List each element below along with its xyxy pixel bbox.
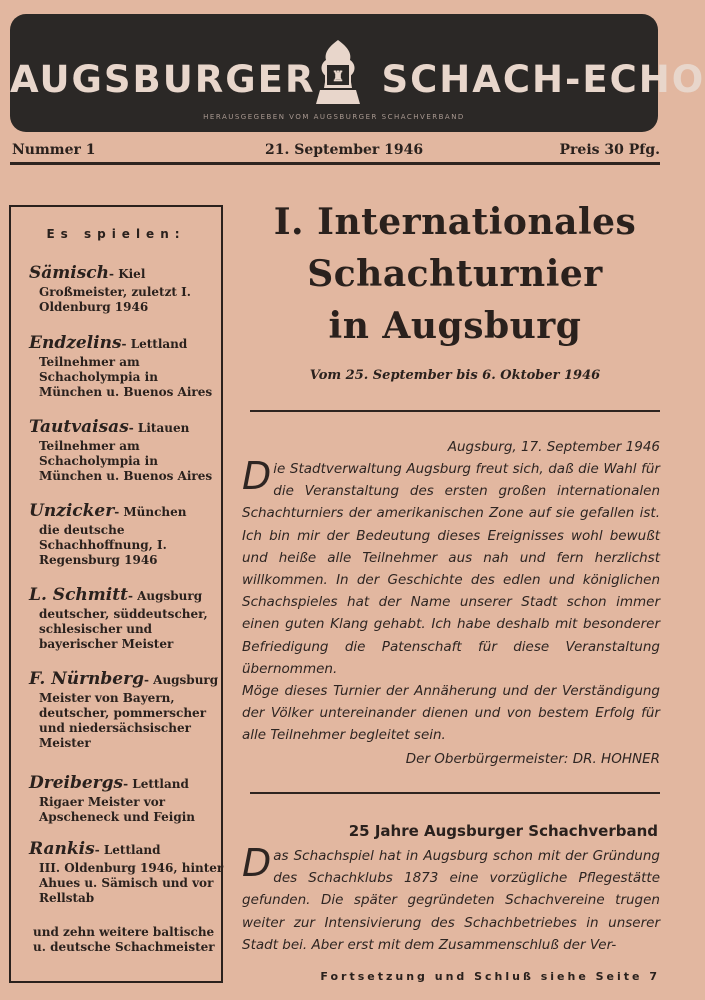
player-list-box: [9, 205, 223, 983]
continuation-note: Fortsetzung und Schluß siehe Seite 7: [320, 970, 660, 983]
player-name: Endzelins: [29, 333, 122, 353]
player-entry: [29, 839, 225, 906]
headline-line: I. Internationales: [273, 201, 637, 243]
section-divider: [250, 792, 660, 794]
augsburg-pine-cone-crest-icon: [310, 36, 366, 108]
history-body: as Schachspiel hat in Augsburg schon mit der Gründung des Schachklubs 1873 eine vorzügliche Pflegestätte gefunden. Die später gegründeten Schachvereine trugen weiter zur Intensivierung des Schachbetriebes in unserer Stadt bei. Aber erst mit dem Zusammenschluß der Ver-: [242, 848, 660, 953]
section-divider: [250, 410, 660, 412]
player-entry: [29, 501, 225, 568]
header-divider: [10, 162, 660, 165]
title-left: AUGSBURGER: [10, 58, 316, 101]
player-name: F. Nürnberg: [29, 669, 144, 689]
title-right: SCHACH-ECHO: [381, 58, 705, 101]
mayor-signature: Der Oberbürgermeister: DR. HOHNER: [405, 751, 660, 767]
masthead: [10, 14, 705, 132]
letter-place-date: Augsburg, 17. September 1946: [447, 439, 660, 455]
player-description: Rigaer Meister vor Apscheneck und Feigin: [39, 795, 196, 824]
drop-cap: D: [242, 841, 272, 885]
player-city: - Augsburg: [127, 589, 203, 603]
player-description: III. Oldenburg 1946, hinter Ahues u. Sämisch und vor Rellstab: [39, 861, 224, 905]
player-city: - München: [114, 505, 187, 519]
player-city: - Lettland: [94, 843, 161, 857]
player-description: Teilnehmer am Schacholympia in München u. Buenos Aires: [39, 439, 213, 483]
player-city: - Lettland: [123, 777, 189, 791]
player-entry: [29, 263, 225, 315]
player-name: L. Schmitt: [29, 585, 128, 605]
history-title: 25 Jahre Augsburger Schachverband: [348, 822, 658, 840]
main-headline: [250, 196, 660, 352]
player-entry: [29, 585, 225, 652]
player-list-footer: und zehn weitere baltische u. deutsche Schachmeister: [33, 925, 215, 954]
player-description: die deutsche Schachhoffnung, I. Regensburg 1946: [39, 523, 167, 567]
player-description: Großmeister, zuletzt I. Oldenburg 1946: [39, 285, 191, 314]
headline-line: in Augsburg: [328, 305, 582, 347]
mayor-letter: [242, 454, 660, 680]
player-name: Rankis: [29, 839, 95, 859]
player-city: - Lettland: [121, 337, 188, 351]
issue-date: 21. September 1946: [265, 142, 424, 158]
player-description: Teilnehmer am Schacholympia in München u. Buenos Aires: [39, 355, 213, 399]
headline-line: Schachturnier: [307, 253, 603, 295]
tournament-dates: Vom 25. September bis 6. Oktober 1946: [309, 368, 601, 383]
issue-price: Preis 30 Pfg.: [559, 142, 660, 158]
player-name: Dreibergs: [29, 773, 124, 793]
player-city: - Augsburg: [143, 673, 219, 687]
player-entry: [29, 773, 225, 825]
player-list-heading: Es spielen:: [46, 227, 186, 241]
letter-body: ie Stadtverwaltung Augsburg freut sich, daß die Wahl für die Veranstaltung des ersten großen internationalen Schachturniers der amerikanischen Zone auf sie gefallen ist. Ich bin mir der Bedeutung dieses Ereignisses wohl bewußt und heiße alle Teilnehmer aus nah und fern herzlichst willkommen. In der Geschichte des edlen und königlichen Schachspieles hat der Name unserer Stadt schon immer einen guten Klang gehabt. Ich habe deshalb mit besonderer Befriedigung die Patenschaft für diese Veranstaltung übernommen.: [242, 461, 660, 677]
letter-closing-paragraph: Möge dieses Turnier der Annäherung und der Verständigung der Völker untereinander dienen und von bestem Erfolg für alle Teilnehmer begleitet sein.: [242, 683, 660, 744]
newspaper-subtitle: HERAUSGEGEBEN VOM AUGSBURGER SCHACHVERBAND: [203, 113, 465, 121]
player-entry: [29, 333, 225, 400]
player-description: deutscher, süddeutscher, schlesischer und bayerischer Meister: [39, 607, 208, 651]
player-description: Meister von Bayern, deutscher, pommerscher und niedersächsischer Meister: [39, 691, 207, 750]
player-entry: [29, 669, 225, 751]
issue-info-bar: [10, 138, 660, 164]
player-city: - Kiel: [109, 267, 146, 281]
player-name: Tautvaisas: [29, 417, 129, 437]
issue-number: Nummer 1: [12, 142, 96, 158]
history-text: [242, 841, 660, 956]
player-entry: [29, 417, 225, 484]
player-city: - Litauen: [128, 421, 190, 435]
svg-text:♜: ♜: [331, 69, 345, 85]
player-name: Unzicker: [29, 501, 115, 521]
player-name: Sämisch: [29, 263, 110, 283]
drop-cap: D: [242, 454, 272, 498]
